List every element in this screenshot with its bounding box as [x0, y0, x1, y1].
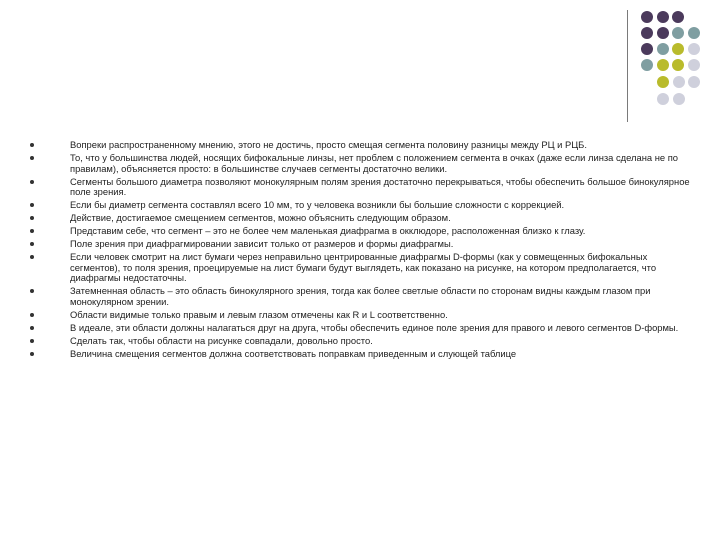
- decorative-dot: [688, 43, 700, 55]
- decorative-dot-grid: [0, 0, 720, 120]
- bullet-item: [30, 153, 690, 174]
- bullet-item: [30, 213, 690, 224]
- bullet-text: В идеале, эти области должны налагаться друг на друга, чтобы обеспечить единое поле зрения для правого и левого сегментов D-формы.: [70, 321, 679, 333]
- bullet-text: Затемненная область – это область бинокулярного зрения, тогда как более светлые области по сторонам видны каждым глазом при монокулярном зрении.: [70, 285, 651, 307]
- bullet-text: То, что у большинства людей, носящих бифокальные линзы, нет проблем с положением сегмента в очках (даже если линза сделана не по правилам), объясняется просто: в большинстве случаев сегменты достаточно велики.: [70, 151, 679, 174]
- bullet-text: Сегменты большого диаметра позволяют монокулярным полям зрения достаточно перекрываться, чтобы обеспечить большое бинокулярное поле зрения.: [70, 175, 690, 198]
- decorative-dot: [641, 11, 653, 23]
- bullet-marker-icon: [30, 143, 34, 147]
- bullet-text: Если человек смотрит на лист бумаги через неправильно центрированные диафрагмы D-формы (как у совмещенных бифокальных сегментов), то поля зрения, проецируемые на лист бумаги будут выглядеть, как показано на рисунке, на котором предполагается, что диафрагмы недостаточны.: [70, 251, 657, 284]
- decorative-dot: [657, 11, 669, 23]
- bullet-marker-icon: [30, 229, 34, 233]
- decorative-dot: [641, 43, 653, 55]
- bullet-item: [30, 286, 690, 307]
- bullet-text: Области видимые только правым и левым глазом отмечены как R и L соответственно.: [70, 308, 448, 320]
- bullet-marker-icon: [30, 339, 34, 343]
- bullet-marker-icon: [30, 326, 34, 330]
- slide-content: [30, 140, 690, 362]
- decorative-dot: [657, 43, 669, 55]
- decorative-dot: [641, 27, 653, 39]
- bullet-marker-icon: [30, 156, 34, 160]
- bullet-marker-icon: [30, 352, 34, 356]
- decorative-dot: [673, 93, 685, 105]
- decorative-dot: [657, 27, 669, 39]
- decorative-dot: [672, 11, 684, 23]
- decorative-dot: [673, 76, 685, 88]
- bullet-text: Если бы диаметр сегмента составлял всего 10 мм, то у человека возникли бы большие сложности с коррекцией.: [70, 199, 565, 211]
- bullet-marker-icon: [30, 180, 34, 184]
- bullet-item: [30, 323, 690, 334]
- bullet-item: [30, 140, 690, 151]
- bullet-item: [30, 336, 690, 347]
- decorative-dot: [657, 59, 669, 71]
- bullet-marker-icon: [30, 216, 34, 220]
- bullet-item: [30, 239, 690, 250]
- decorative-dot: [688, 27, 700, 39]
- bullet-text: Вопреки распространенному мнению, этого не достичь, просто смещая сегмента половину разницы между РЦ и РЦБ.: [70, 139, 587, 150]
- bullet-item: [30, 177, 690, 198]
- bullet-marker-icon: [30, 289, 34, 293]
- bullet-text: Сделать так, чтобы области на рисунке совпадали, довольно просто.: [70, 334, 373, 346]
- decorative-dot: [672, 27, 684, 39]
- decorative-dot: [641, 59, 653, 71]
- bullet-marker-icon: [30, 313, 34, 317]
- bullet-item: [30, 226, 690, 237]
- bullet-marker-icon: [30, 203, 34, 207]
- bullet-item: [30, 252, 690, 284]
- bullet-text: Действие, достигаемое смещением сегментов, можно объяснить следующим образом.: [70, 212, 451, 224]
- bullet-marker-icon: [30, 242, 34, 246]
- bullet-text: Поле зрения при диафрагмировании зависит только от размеров и формы диафрагмы.: [70, 238, 454, 250]
- decorative-dot: [672, 43, 684, 55]
- decorative-dot: [688, 76, 700, 88]
- bullet-item: [30, 310, 690, 321]
- bullet-list: [30, 140, 690, 359]
- bullet-item: [30, 200, 690, 211]
- decorative-dot: [657, 93, 669, 105]
- decorative-dot: [672, 59, 684, 71]
- bullet-marker-icon: [30, 255, 34, 259]
- decorative-dot: [688, 59, 700, 71]
- bullet-item: [30, 349, 690, 360]
- bullet-text: Представим себе, что сегмент – это не более чем маленькая диафрагма в окклюдоре, расположенная близко к глазу.: [70, 225, 586, 237]
- bullet-text: Величина смещения сегментов должна соответствовать поправкам приведенным и слующей таблице: [70, 347, 517, 359]
- decorative-dot: [657, 76, 669, 88]
